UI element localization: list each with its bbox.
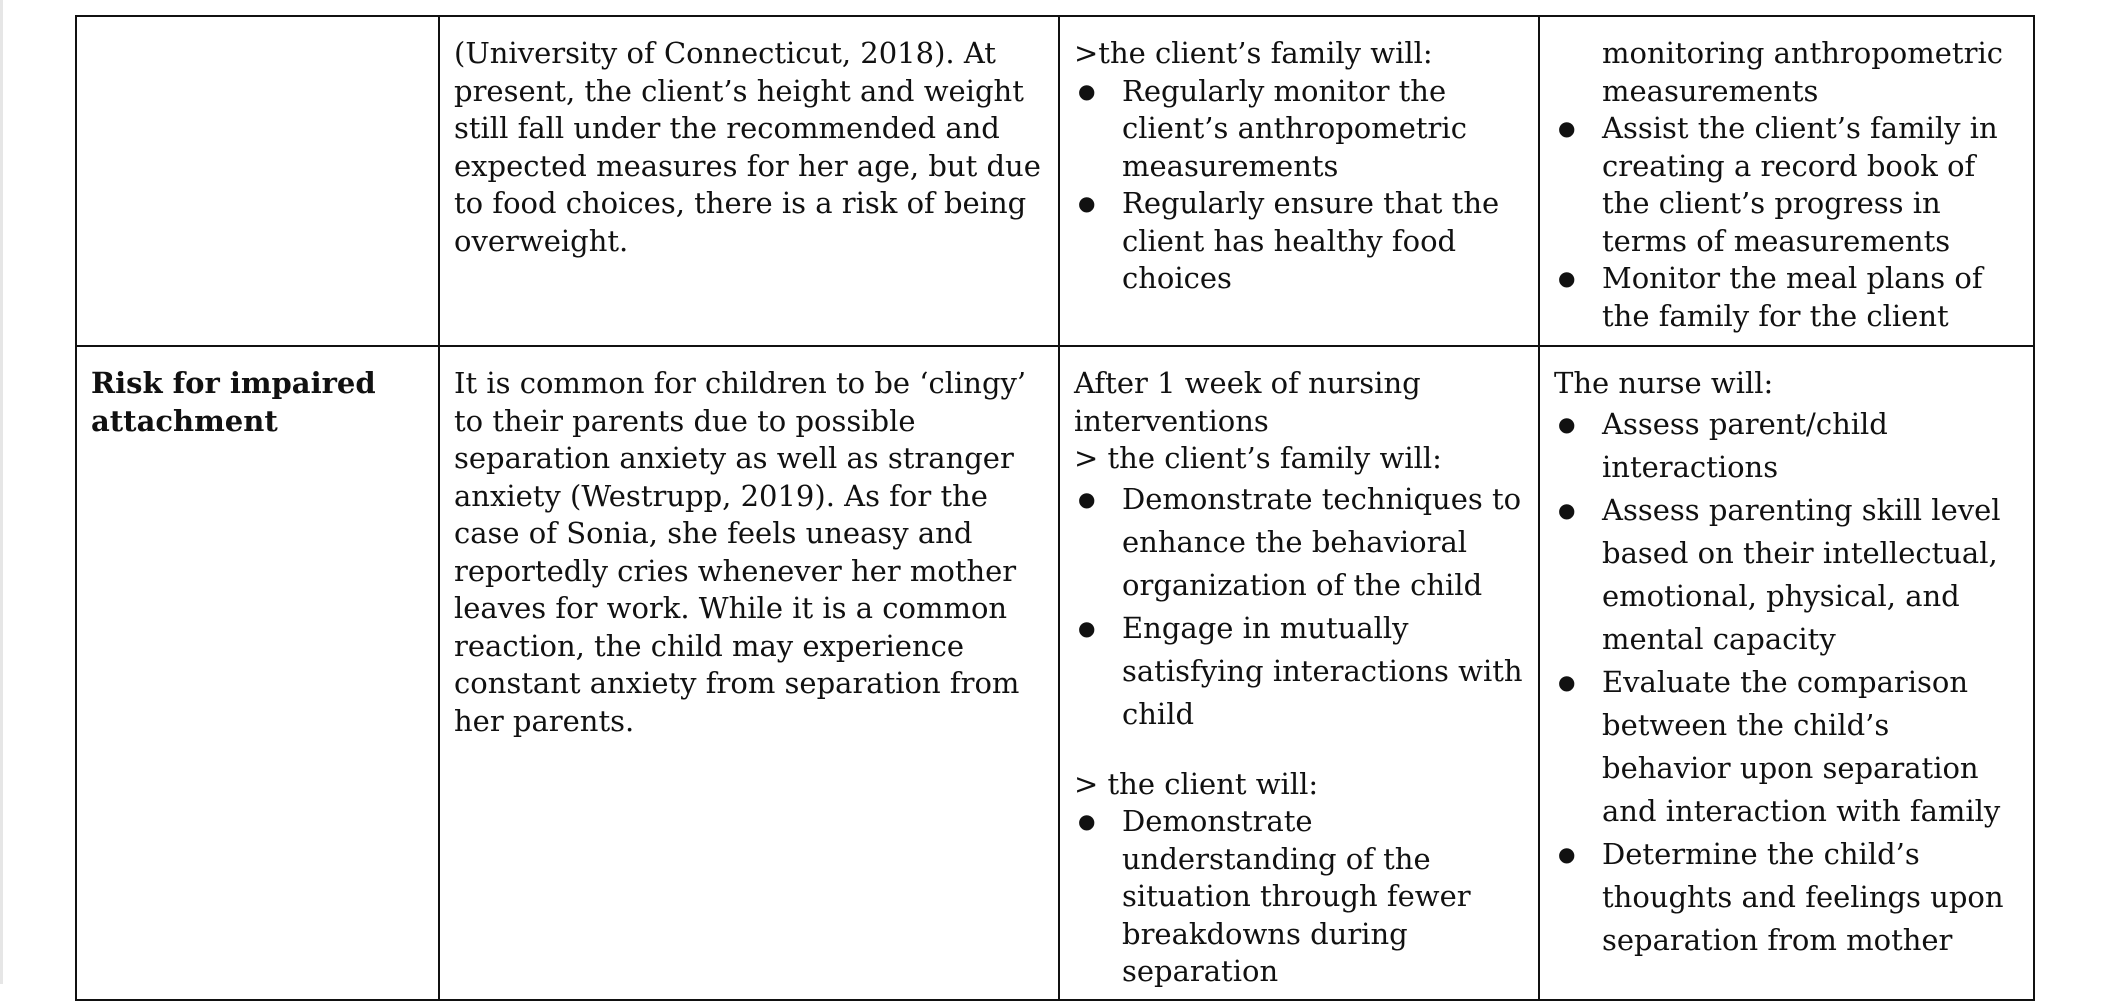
goals-list [1074, 73, 1524, 298]
interventions-cell [1539, 346, 2034, 1000]
diagnosis-cell [76, 16, 439, 346]
interventions-intro: The nurse will: [1554, 366, 1774, 400]
care-plan-table [75, 15, 2035, 1001]
list-item: ● Assess parenting skill level based on their intellectual, emotional, physical, and mental capacity [1554, 489, 2019, 661]
list-item: ● Evaluate the comparison between the child’s behavior upon separation and interaction with family [1554, 661, 2019, 833]
list-item: ● Engage in mutually satisfying interactions with child [1074, 607, 1524, 736]
client-goals-intro: > the client will: [1074, 766, 1319, 801]
interventions-list [1554, 110, 2019, 335]
diagnosis-cell [76, 346, 439, 1000]
goals-cell [1059, 346, 1539, 1000]
list-item: ● Demonstrate techniques to enhance the behavioral organization of the child [1074, 478, 1524, 607]
rationale-cell [439, 16, 1059, 346]
rationale-cell [439, 346, 1059, 1000]
list-item: ● Determine the child’s thoughts and feelings upon separation from mother [1554, 833, 2019, 962]
goals-intro: >the client’s family will: [1074, 36, 1433, 70]
table-row [76, 16, 2034, 346]
interventions-list [1554, 403, 2019, 962]
family-goals-intro: > the client’s family will: [1074, 441, 1442, 475]
page-left-edge [0, 0, 3, 984]
goals-cell [1059, 16, 1539, 346]
rationale-text: It is common for children to be ‘clingy’ to their parents due to possible separation anxiety as well as stranger anxiety (Westrupp, 2019). As for the case of Sonia, she feels uneasy and reportedly cries whenever her mother leaves for work. While it is a common reaction, the child may experience constant anxiety from separation from her parents. [454, 366, 1027, 738]
interventions-cell [1539, 16, 2034, 346]
interventions-continued: monitoring anthropometric measurements [1602, 36, 2003, 108]
list-item: ● Regularly ensure that the client has healthy food choices [1074, 185, 1524, 298]
goals-intro: After 1 week of nursing interventions [1074, 366, 1421, 438]
table-row [76, 346, 2034, 1000]
list-item: ● Regularly monitor the client’s anthropometric measurements [1074, 73, 1524, 186]
diagnosis-text: Risk for impaired attachment [91, 366, 376, 438]
spacer [1074, 736, 1524, 766]
rationale-text: (University of Connecticut, 2018). At present, the client’s height and weight still fall under the recommended and expected measures for her age, but due to food choices, there is a risk of being overweight. [454, 36, 1041, 258]
family-goals-list [1074, 478, 1524, 736]
list-item: ● Monitor the meal plans of the family for the client [1554, 260, 2019, 335]
list-item: ● Demonstrate understanding of the situation through fewer breakdowns during separation [1074, 803, 1524, 991]
client-goals-list [1074, 803, 1524, 991]
list-item: ● Assess parent/child interactions [1554, 403, 2019, 489]
list-item: ● Assist the client’s family in creating a record book of the client’s progress in terms of measurements [1554, 110, 2019, 260]
